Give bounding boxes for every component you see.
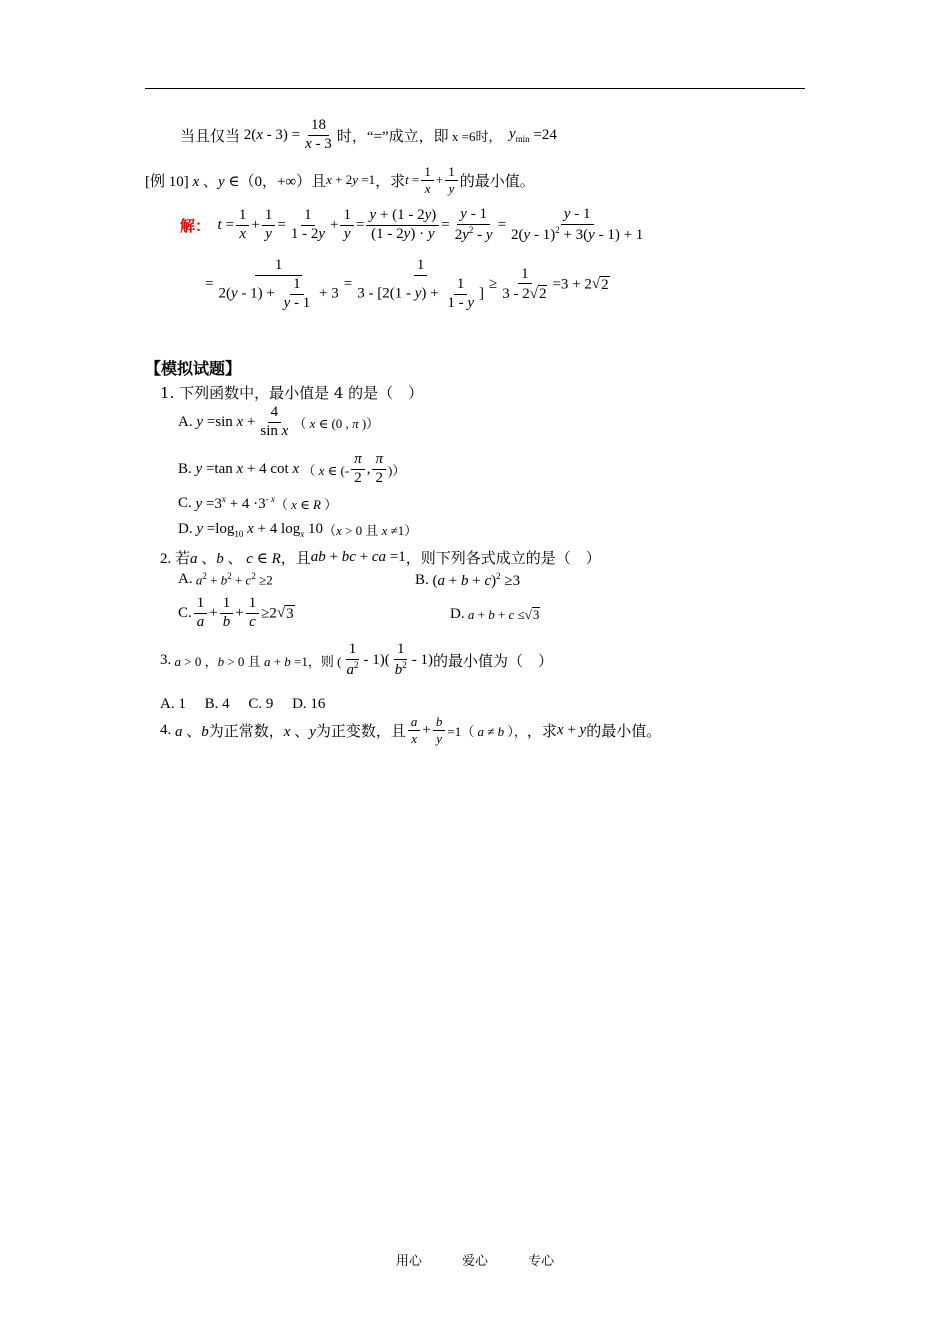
question-2-stem: 2. 若 a 、b 、 c ∈ R ，且 ab + bc + ca =1 ，则下列各式成立的是（ ） [160, 549, 601, 567]
footer-item: 专心 [528, 1254, 555, 1269]
equality-condition-line: 当且仅当 2(x - 3) = $\frac{18}{x - 3}$ 时， “=”成立，即 x =6时， $y_{min}$ =24 [180, 117, 557, 152]
question-1-stem: 1. 下列函数中，最小值是 4 的是（ ） [160, 384, 424, 402]
question-2-option-c: C. $\frac{1}{a}$ + $\frac{1}{b}$ + $\frac{1}{c}$ ≥2 √ 3 [178, 595, 294, 630]
solution-line-1: 解： t = $\frac{1}{x}$ + $\frac{1}{y}$ = $\frac{1}{1 - 2y}$ + $\frac{1}{y}$ = $\frac{y + (1 - 2y)}{(1 - 2y) \cdot y}$ = $\frac{y - 1}{2y^2 - y}$ = $\frac{y - 1}{2(y - 1)^2 + 3(y - 1) + 1}$ [180, 206, 644, 243]
question-3-stem: 3. a > 0 ，b > 0 且 a + b =1，则 ( $\frac{1}{a^2}$ - 1)( $\frac{1}{b^2}$ - 1) 的最小值为（ ） [160, 641, 553, 678]
example-10-line: [例 10] x 、y ∈ （0，+∞）且 x + 2y =1 ，求 t = $\frac{1}{x}$ + $\frac{1}{y}$ 的最小值。 [145, 164, 535, 196]
question-2-option-b: B. $(a + b + c)^2 \ge 3$ [415, 571, 521, 589]
question-3-choices: A. 1 B. 4 C. 9 D. 16 [160, 696, 326, 712]
header-rule [145, 88, 805, 89]
footer-item: 用心 [395, 1254, 422, 1269]
question-1-option-a: A. y =sin x + $\frac{4}{\text{sin x}}$ （ x ∈ (0 , π )） [178, 404, 380, 439]
question-2-option-a: A. $a^2 + b^2 + c^2 \ge 2$ [178, 571, 273, 588]
question-1-option-c: C. $y =3^x + 4 \cdot 3^{- x}$ （ x ∈ R ） [178, 494, 338, 512]
fraction-18-over-x-3: $\frac{18}{x - 3}$ [305, 117, 332, 152]
footer-item: 爱心 [461, 1254, 488, 1269]
question-2-option-d: D. a + b + c ≤ √ 3 [450, 606, 540, 623]
solution-line-2: = 1 2(y - 1) + $\frac{1}{y - 1}$ + 3 = 1 3 - [2(1 - y) + $\frac{1}{1 - y}$ ] ≥ 1 3 - 2 √ 2 =3 + 2 √ 2 [205, 257, 609, 311]
question-1-option-d: D. $y =\log_{10}$ x + 4 $\log_x 10$ （x > 0 且 x ≠1） [178, 520, 418, 539]
question-4-stem: 4. a 、b 为正常数， x 、y 为正变数，且 $\frac{a}{x}$ + $\frac{b}{y}$ =1（ a ≠ b ）， ，求 x + y 的最小值。 [160, 714, 662, 746]
section-title: 【模拟试题】 [145, 359, 242, 378]
solution-label: 解： [180, 216, 211, 235]
question-1-option-b: B. y =tan x + 4 cot x （ x ∈ (- $\frac{\pi}{2}$ , $\frac{\pi}{2}$ )） [178, 451, 406, 486]
footer [0, 1250, 950, 1269]
